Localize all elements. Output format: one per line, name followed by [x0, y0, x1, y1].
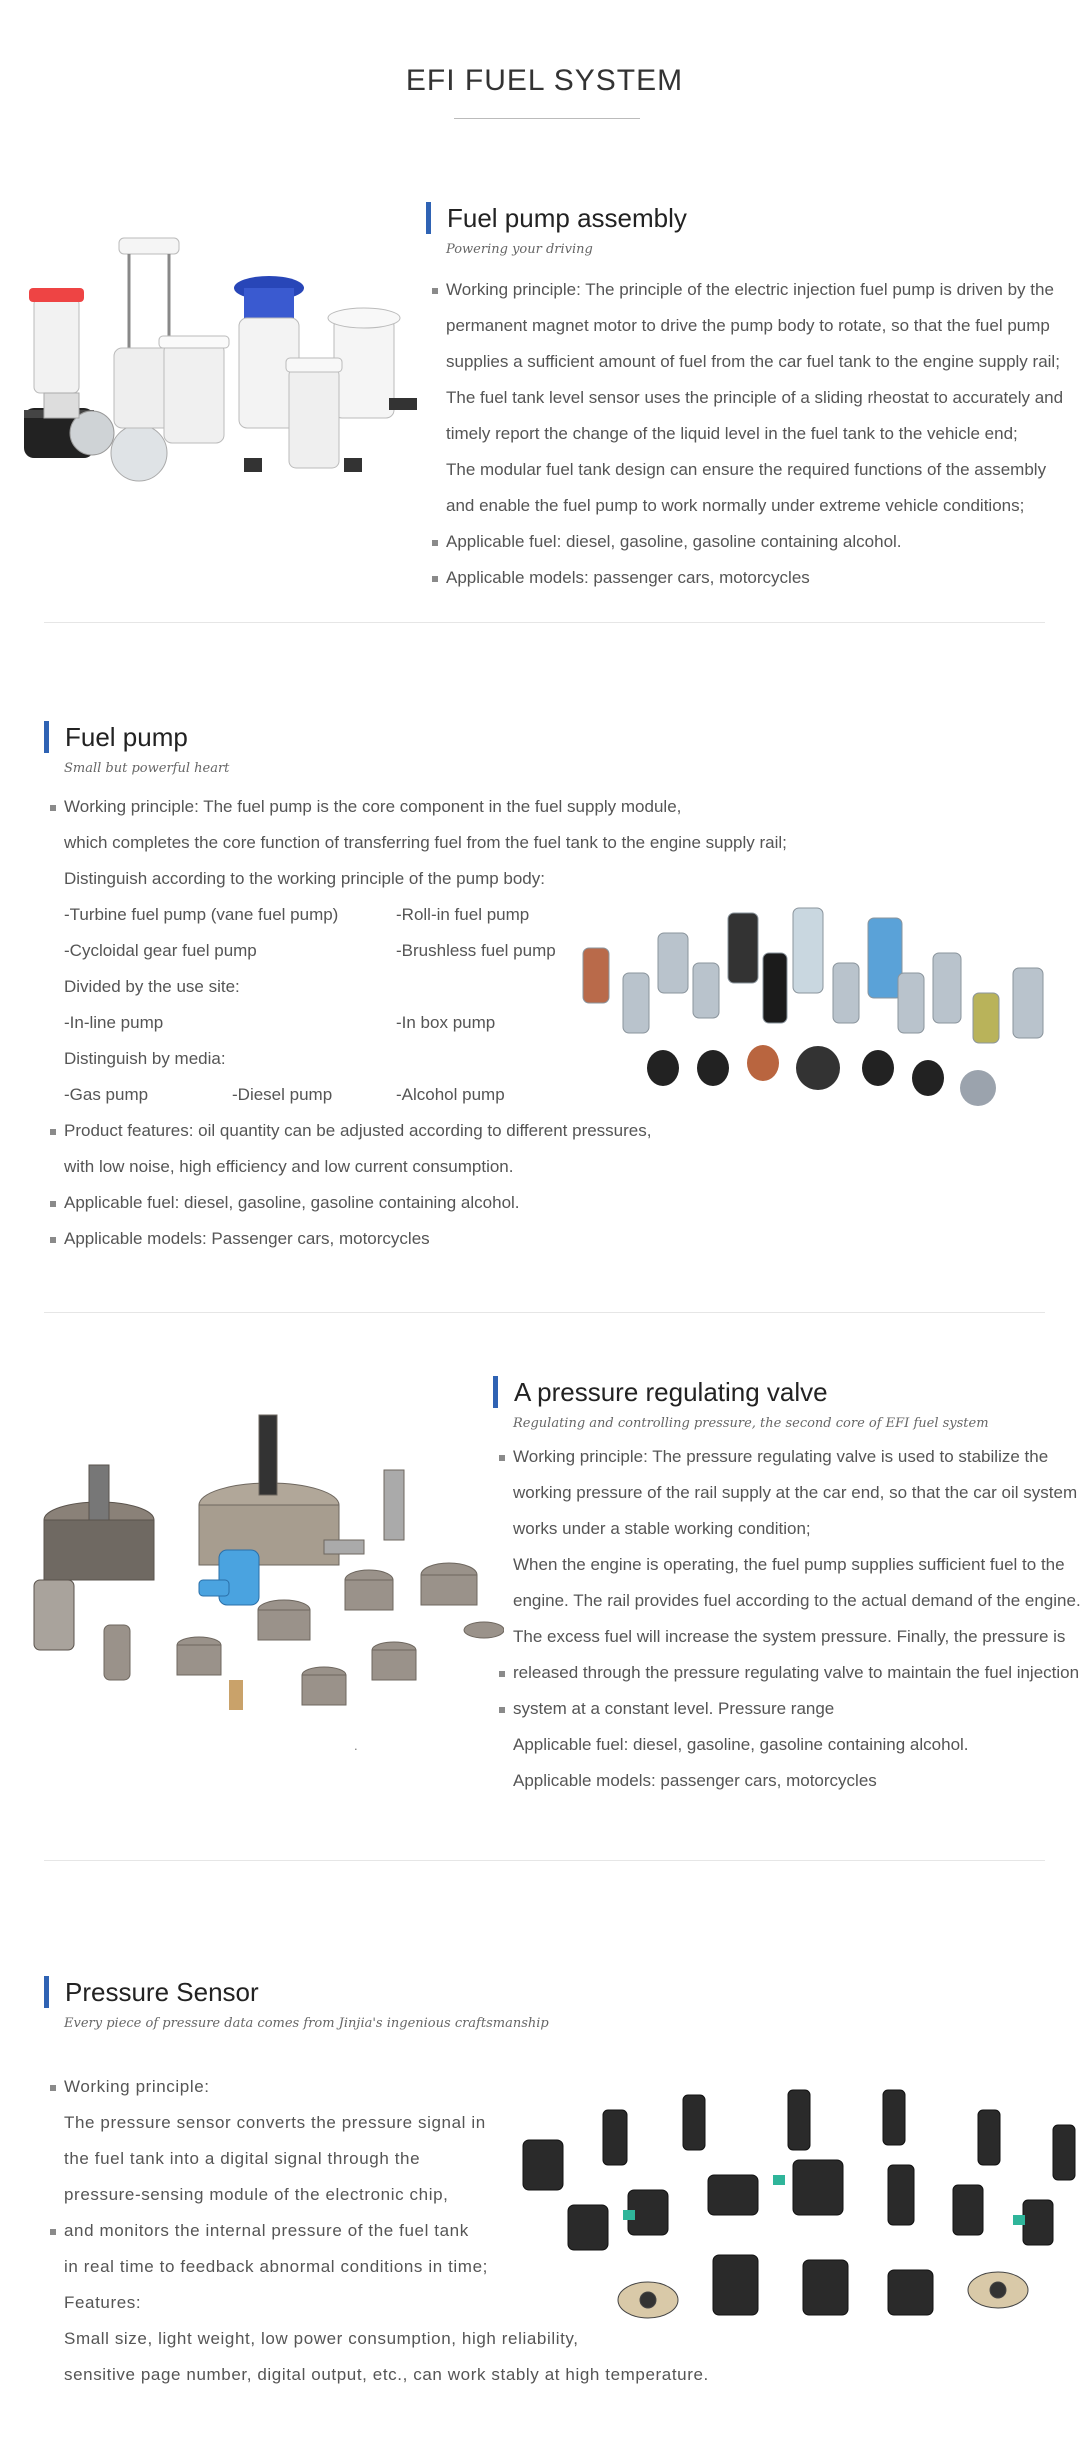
section-title: Pressure Sensor	[44, 1976, 259, 2008]
text-line: which completes the core function of transferring fuel from the fuel tank to the engine supply rail;	[64, 833, 787, 852]
text-line: -Turbine fuel pump (vane fuel pump)	[64, 905, 339, 924]
text-line: The pressure sensor converts the pressure signal in	[64, 2113, 486, 2132]
text-line: -Alcohol pump	[396, 1085, 505, 1104]
text-line: released through the pressure regulating valve to maintain the fuel injection	[513, 1655, 1081, 1691]
text-line: Applicable models: passenger cars, motorcycles	[446, 560, 1063, 596]
text-line: system at a constant level. Pressure range	[513, 1691, 1081, 1727]
section-subtitle: Powering your driving	[446, 242, 593, 257]
section-title: A pressure regulating valve	[493, 1376, 828, 1408]
text-line: timely report the change of the liquid level in the fuel tank to the vehicle end;	[446, 424, 1018, 443]
text-line: and enable the fuel pump to work normally under extreme vehicle conditions;	[446, 496, 1025, 515]
text-line: -Brushless fuel pump	[396, 941, 556, 960]
image-caption: .	[354, 1738, 358, 1753]
text-line: Small size, light weight, low power consumption, high reliability,	[64, 2329, 579, 2348]
text-line: Working principle:	[64, 2069, 709, 2105]
section-divider	[44, 1312, 1045, 1313]
text-line: supplies a sufficient amount of fuel from the car fuel tank to the engine supply rail;	[446, 352, 1060, 371]
text-line: The modular fuel tank design can ensure the required functions of the assembly	[446, 460, 1047, 479]
section-title: Fuel pump	[44, 721, 188, 753]
section-divider	[44, 1860, 1045, 1861]
text-line: Divided by the use site:	[64, 977, 240, 996]
section-divider	[44, 622, 1045, 623]
text-line: -Cycloidal gear fuel pump	[64, 941, 257, 960]
section-subtitle: Regulating and controlling pressure, the second core of EFI fuel system	[513, 1416, 989, 1431]
text-line: Distinguish according to the working principle of the pump body:	[64, 869, 545, 888]
text-line: works under a stable working condition;	[513, 1519, 811, 1538]
text-line: Applicable fuel: diesel, gasoline, gasoline containing alcohol.	[513, 1735, 969, 1754]
text-line: Features:	[64, 2293, 142, 2312]
text-line: Applicable models: passenger cars, motorcycles	[513, 1771, 877, 1790]
text-line: and monitors the internal pressure of the fuel tank	[64, 2213, 709, 2249]
text-line: Working principle: The fuel pump is the core component in the fuel supply module,	[64, 789, 664, 825]
text-line: pressure-sensing module of the electronic chip,	[64, 2185, 449, 2204]
text-line: Working principle: The pressure regulating valve is used to stabilize the	[513, 1439, 1081, 1475]
title-underline	[454, 118, 640, 119]
fuel-pump-assembly-image	[14, 228, 424, 503]
page-title: EFI FUEL SYSTEM	[405, 64, 684, 97]
text-line: Working principle: The principle of the electric injection fuel pump is driven by the	[446, 272, 1063, 308]
fuel-pump-image	[578, 893, 1048, 1113]
section-text	[513, 1439, 1081, 1799]
text-line: -In box pump	[396, 1013, 496, 1032]
section-text	[446, 272, 1063, 596]
text-line: working pressure of the rail supply at the car end, so that the car oil system	[513, 1483, 1078, 1502]
text-line: -In-line pump	[64, 1013, 164, 1032]
text-line: engine. The rail provides fuel according to the actual demand of the engine.	[513, 1591, 1081, 1610]
text-line: Applicable fuel: diesel, gasoline, gasoline containing alcohol.	[446, 524, 1063, 560]
text-line: Applicable fuel: diesel, gasoline, gasoline containing alcohol.	[64, 1185, 664, 1221]
text-line: the fuel tank into a digital signal through the	[64, 2149, 421, 2168]
text-line: Product features: oil quantity can be adjusted according to different pressures,	[64, 1113, 664, 1149]
pressure-regulating-valve-image	[24, 1410, 504, 1720]
text-line: sensitive page number, digital output, etc., can work stably at high temperature.	[64, 2365, 709, 2384]
section-subtitle: Small but powerful heart	[64, 761, 230, 776]
section-title: Fuel pump assembly	[426, 202, 687, 234]
text-line: Applicable models: Passenger cars, motorcycles	[64, 1221, 664, 1257]
text-line: permanent magnet motor to drive the pump body to rotate, so that the fuel pump	[446, 316, 1050, 335]
text-line: with low noise, high efficiency and low current consumption.	[64, 1157, 514, 1176]
text-line: -Diesel pump	[232, 1085, 333, 1104]
text-line: When the engine is operating, the fuel pump supplies sufficient fuel to the	[513, 1555, 1065, 1574]
section-subtitle: Every piece of pressure data comes from Jinjia's ingenious craftsmanship	[64, 2016, 549, 2031]
section-text	[64, 789, 787, 1257]
text-line: -Gas pump	[64, 1085, 149, 1104]
text-line: The fuel tank level sensor uses the principle of a sliding rheostat to accurately and	[446, 388, 1064, 407]
section-text	[64, 2069, 709, 2393]
text-line: -Roll-in fuel pump	[396, 905, 530, 924]
text-line: in real time to feedback abnormal conditions in time;	[64, 2257, 488, 2276]
text-line: Distinguish by media:	[64, 1049, 226, 1068]
text-line: The excess fuel will increase the system pressure. Finally, the pressure is	[513, 1627, 1066, 1646]
